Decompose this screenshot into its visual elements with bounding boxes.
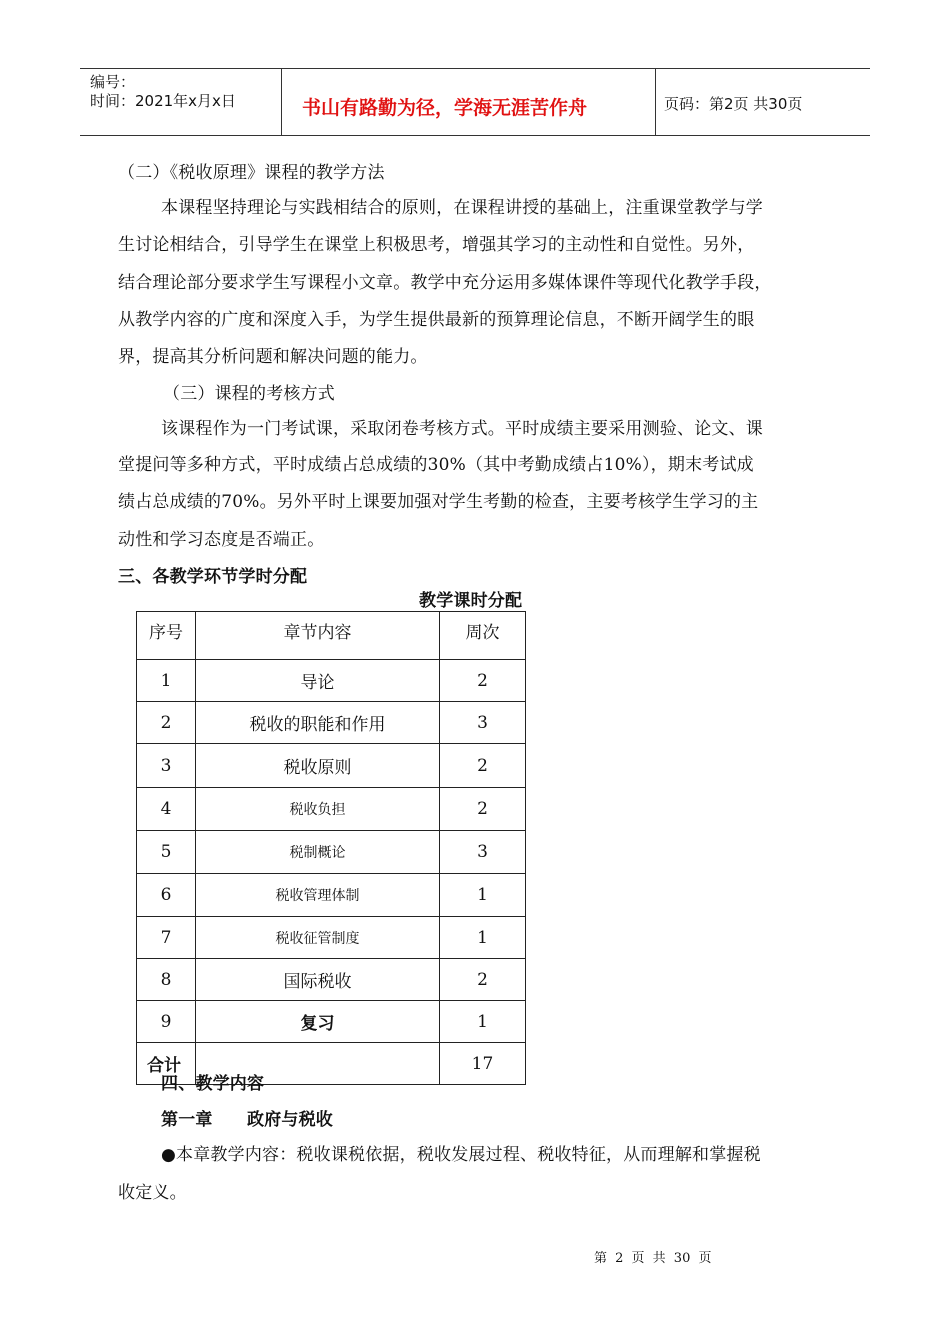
method-line: 界，提高其分析问题和解决问题的能力。 [118, 347, 428, 367]
footer-page-number: 第 2 页 共 30 页 [594, 1251, 712, 1266]
header-serial: 编号： [90, 73, 136, 91]
table-row [137, 702, 526, 744]
method-line: 本课程坚持理论与实践相结合的原则，在课程讲授的基础上，注重课堂教学与学 [161, 198, 763, 218]
row-content: 国际税收 [196, 959, 440, 1001]
exam-heading: （三）课程的考核方式 [163, 384, 335, 404]
method-heading: （二）《税收原理》课程的教学方法 [118, 163, 385, 183]
table-row [137, 831, 526, 874]
header-top-rule [80, 68, 870, 69]
total-weeks: 17 [440, 1043, 526, 1085]
row-number: 1 [137, 660, 196, 702]
row-weeks: 1 [440, 917, 526, 959]
header-page-info: 页码：第2页 共30页 [664, 95, 803, 113]
row-content: 税收原则 [196, 744, 440, 788]
row-number: 4 [137, 788, 196, 831]
exam-line: 该课程作为一门考试课，采取闭卷考核方式。平时成绩主要采用测验、论文、课 [161, 419, 763, 439]
row-number: 3 [137, 744, 196, 788]
row-number: 8 [137, 959, 196, 1001]
table-title: 教学课时分配 [419, 591, 523, 611]
table-row [137, 744, 526, 788]
row-content: 税制概论 [196, 831, 440, 874]
table-header-row [137, 612, 526, 660]
row-weeks: 1 [440, 874, 526, 917]
row-number: 6 [137, 874, 196, 917]
table-header-cell: 序号 [137, 612, 196, 660]
table-row [137, 660, 526, 702]
row-weeks: 3 [440, 702, 526, 744]
section3-heading: 三、各教学环节学时分配 [118, 567, 308, 587]
chapter1-heading: 第一章 政府与税收 [161, 1110, 333, 1130]
header-bottom-rule [80, 135, 870, 136]
header-divider-left [281, 68, 282, 136]
total-label: 合计 [137, 1043, 196, 1085]
table-header-cell: 周次 [440, 612, 526, 660]
method-line: 从教学内容的广度和深度入手，为学生提供最新的预算理论信息，不断开阔学生的眼 [118, 310, 755, 330]
table-row [137, 959, 526, 1001]
row-number: 2 [137, 702, 196, 744]
row-weeks: 2 [440, 788, 526, 831]
row-weeks: 2 [440, 660, 526, 702]
exam-line: 堂提问等多种方式，平时成绩占总成绩的30%（其中考勤成绩占10%），期末考试成 [118, 455, 754, 475]
row-content: 税收负担 [196, 788, 440, 831]
row-weeks: 2 [440, 744, 526, 788]
exam-line: 绩占总成绩的70%。另外平时上课要加强对学生考勤的检查，主要考核学生学习的主 [118, 492, 759, 512]
row-content: 导论 [196, 660, 440, 702]
method-line: 生讨论相结合，引导学生在课堂上积极思考，增强其学习的主动性和自觉性。另外， [118, 235, 755, 255]
section4-heading: 四、教学内容 [161, 1074, 265, 1094]
row-weeks: 1 [440, 1001, 526, 1043]
row-number: 9 [137, 1001, 196, 1043]
chapter1-line: ●本章教学内容：税收课税依据，税收发展过程、税收特征，从而理解和掌握税 [161, 1145, 761, 1165]
row-content: 税收管理体制 [196, 874, 440, 917]
row-number: 7 [137, 917, 196, 959]
method-line: 结合理论部分要求学生写课程小文章。教学中充分运用多媒体课件等现代化教学手段， [118, 273, 772, 293]
table-row [137, 917, 526, 959]
row-content: 复习 [196, 1001, 440, 1043]
header-divider-right [655, 68, 656, 136]
table-header-cell: 章节内容 [196, 612, 440, 660]
row-number: 5 [137, 831, 196, 874]
header-time: 时间：2021年x月x日 [90, 92, 236, 110]
table-row [137, 788, 526, 831]
row-content: 税收的职能和作用 [196, 702, 440, 744]
hours-table [136, 611, 526, 1085]
table-row [137, 1001, 526, 1043]
row-content: 税收征管制度 [196, 917, 440, 959]
header-motto: 书山有路勤为径，学海无涯苦作舟 [302, 97, 588, 119]
chapter1-line: 收定义。 [118, 1183, 187, 1203]
table-row [137, 874, 526, 917]
exam-line: 动性和学习态度是否端正。 [118, 530, 325, 550]
row-weeks: 2 [440, 959, 526, 1001]
row-weeks: 3 [440, 831, 526, 874]
